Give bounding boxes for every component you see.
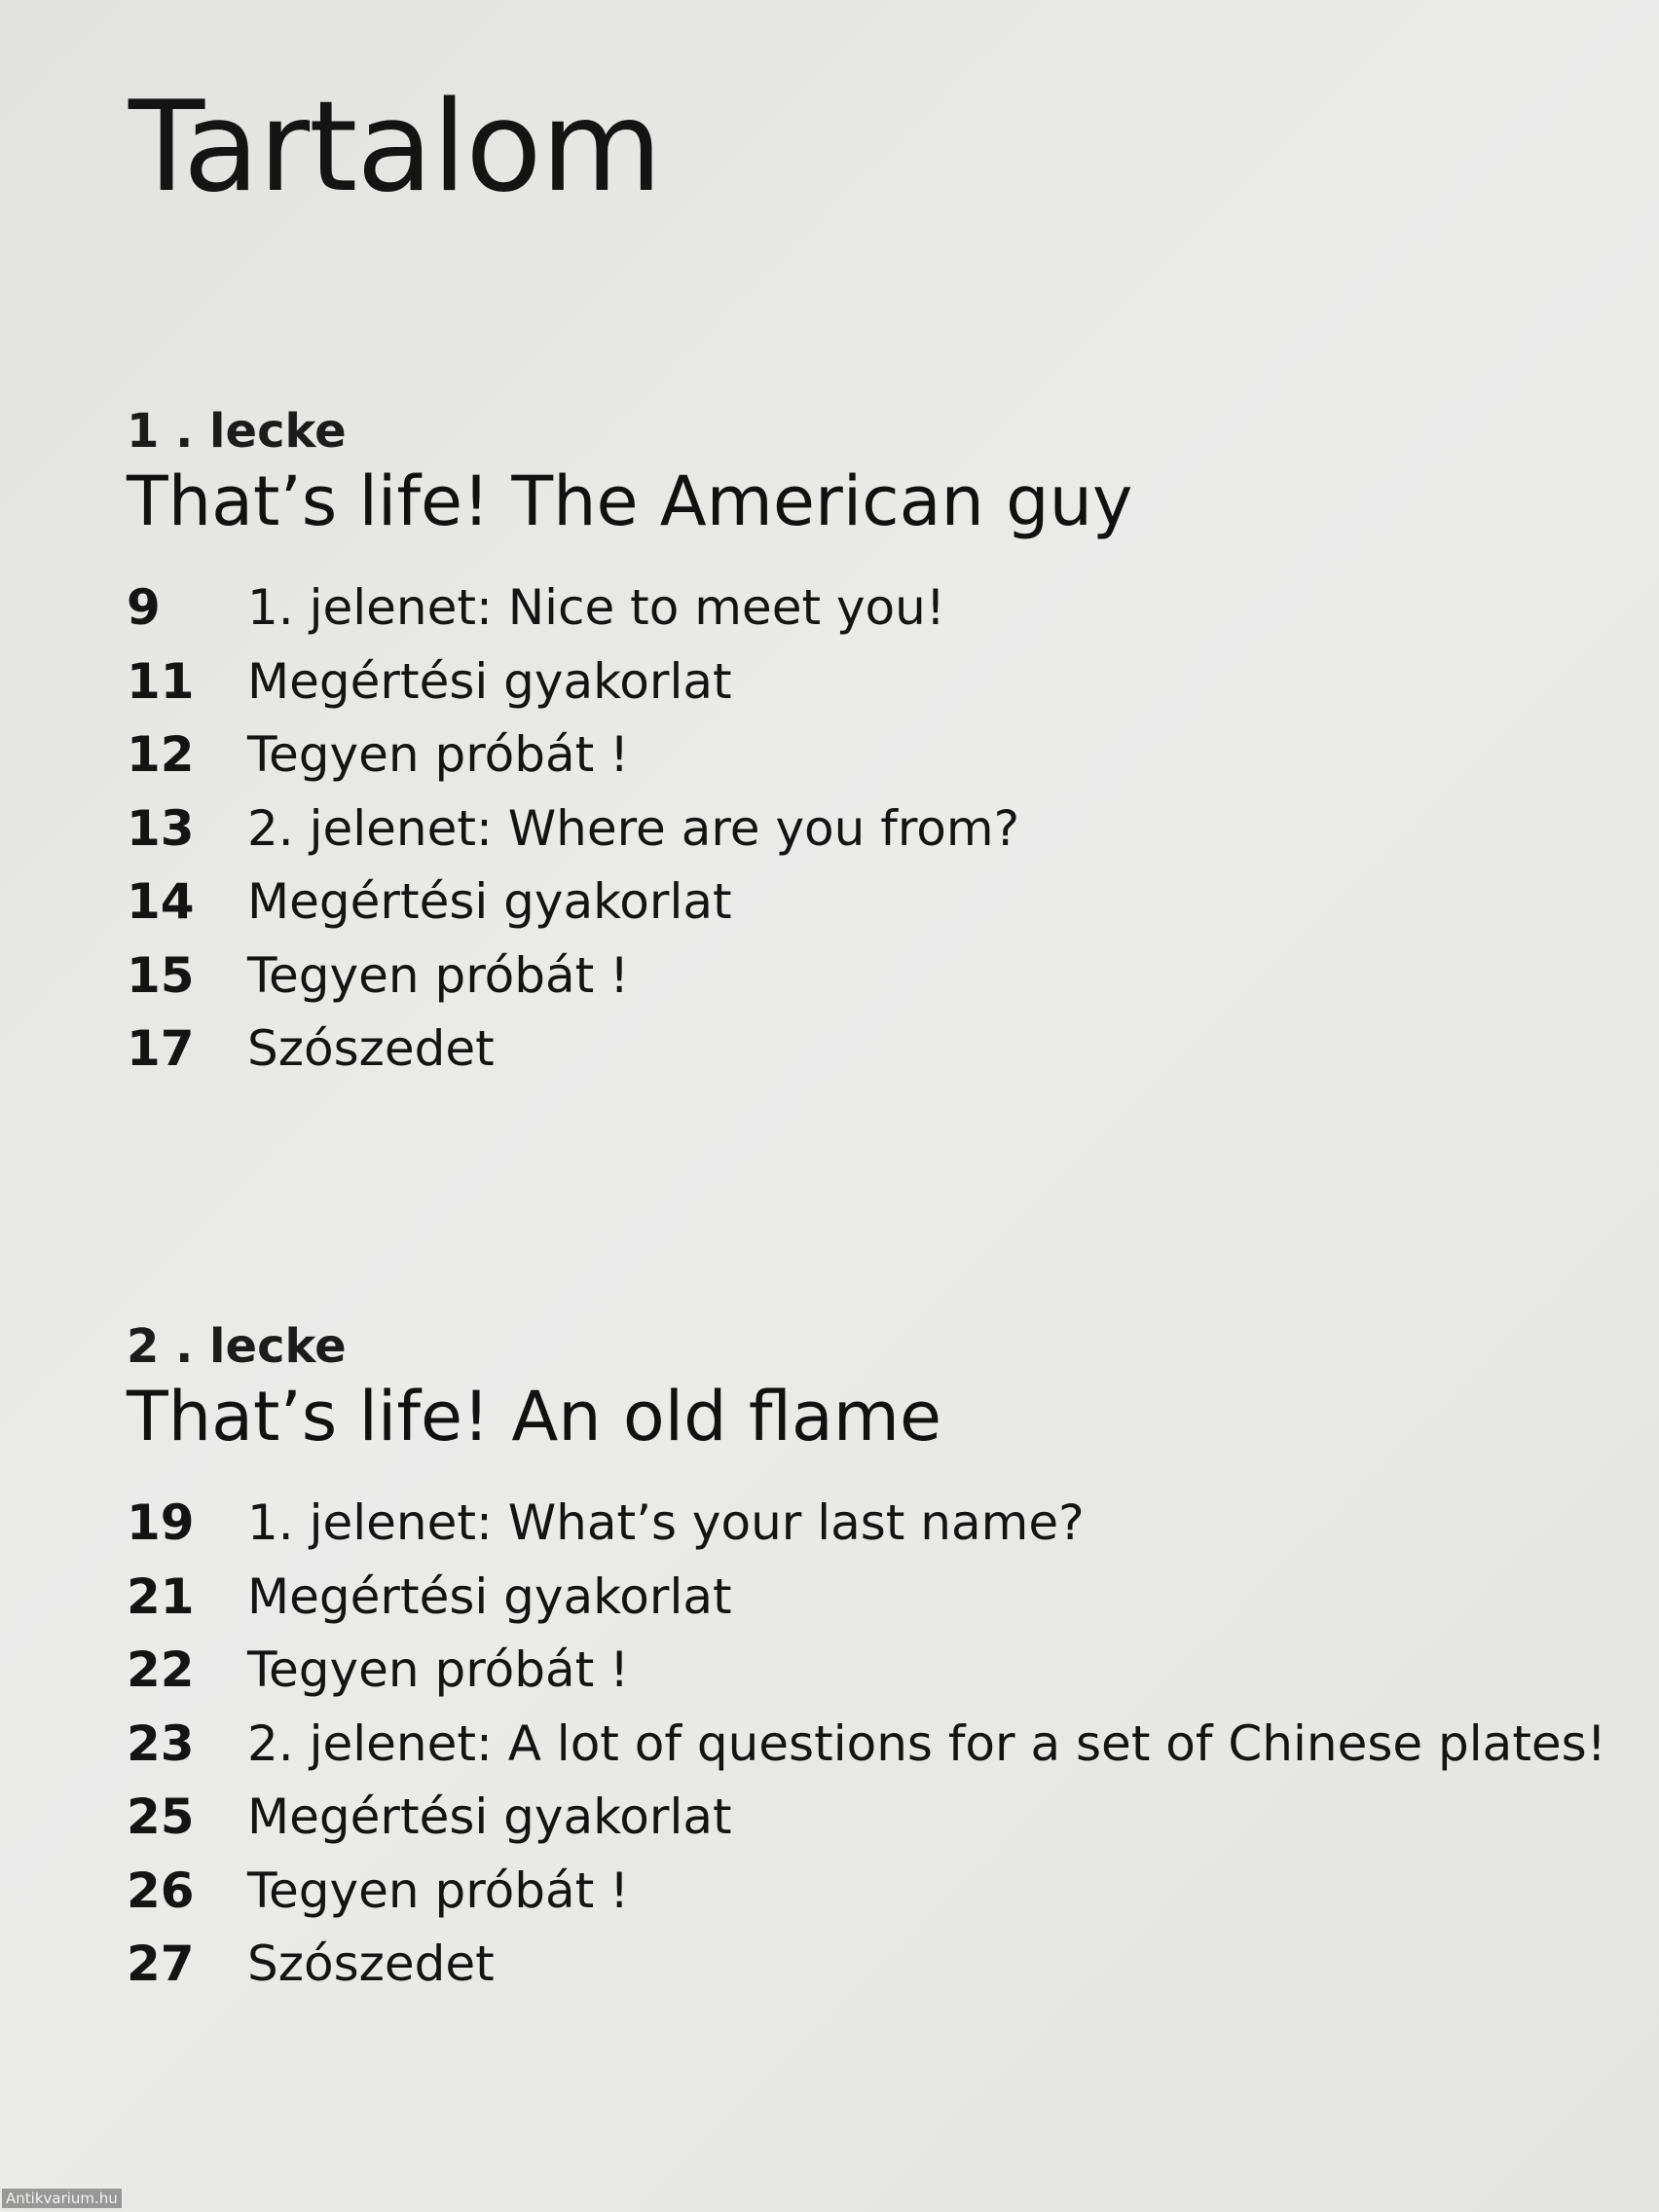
- toc-page-number: 26: [127, 1862, 195, 1919]
- toc-entry: [127, 1561, 1587, 1635]
- lesson-section-2: [127, 1319, 1606, 2002]
- toc-page-number: 19: [127, 1494, 195, 1551]
- toc-entry: [127, 571, 1587, 645]
- toc-page-number: 13: [127, 799, 195, 857]
- toc-entry: [127, 719, 1587, 793]
- toc-entry-title: Tegyen próbát !: [247, 726, 630, 783]
- toc-page-number: 12: [127, 726, 195, 783]
- toc-entry-title: Szószedet: [247, 1936, 495, 1992]
- toc-entry: [127, 1708, 1606, 1782]
- toc-page-number: 9: [127, 579, 161, 636]
- toc-entry-title: 2. jelenet: Where are you from?: [247, 799, 1020, 857]
- toc-page-number: 21: [127, 1567, 195, 1625]
- toc-page-number: 25: [127, 1788, 195, 1845]
- toc-page-number: 15: [127, 946, 195, 1004]
- toc-entry-title: Megértési gyakorlat: [247, 1788, 732, 1845]
- toc-entry-title: 1. jelenet: Nice to meet you!: [247, 579, 945, 636]
- toc-list: [127, 1487, 1606, 2002]
- toc-entry: [127, 1634, 1587, 1708]
- toc-page-number: 11: [127, 652, 195, 710]
- toc-page-number: 22: [127, 1641, 195, 1698]
- toc-page-number: 17: [127, 1020, 195, 1077]
- watermark: Antikvarium.hu: [2, 2189, 122, 2208]
- toc-entry-title: Szószedet: [247, 1020, 495, 1077]
- toc-entry-title: 2. jelenet: A lot of questions for a set of Chinese plates!: [247, 1714, 1606, 1772]
- lesson-title: That’s life! The American guy: [127, 461, 1133, 541]
- toc-entry-title: Tegyen próbát !: [247, 946, 630, 1004]
- toc-page-number: 14: [127, 873, 195, 930]
- toc-entry: [127, 1013, 1587, 1087]
- toc-entry-title: Tegyen próbát !: [247, 1641, 630, 1698]
- lesson-label: 1 . lecke: [127, 404, 347, 459]
- toc-page-number: 27: [127, 1936, 195, 1992]
- toc-entry: [127, 866, 1587, 940]
- lesson-title: That’s life! An old flame: [127, 1377, 942, 1456]
- toc-entry-title: Tegyen próbát !: [247, 1862, 630, 1919]
- toc-entry-title: Megértési gyakorlat: [247, 1567, 732, 1625]
- toc-entry: [127, 793, 1587, 866]
- toc-entry-title: Megértési gyakorlat: [247, 652, 732, 710]
- toc-entry: [127, 1781, 1587, 1855]
- toc-entry-title: Megértési gyakorlat: [247, 873, 732, 930]
- lesson-section-1: [127, 404, 1587, 1087]
- toc-entry: [127, 1928, 1587, 2002]
- toc-page-number: 23: [127, 1714, 195, 1772]
- toc-list: [127, 571, 1587, 1087]
- toc-entry: [127, 940, 1587, 1014]
- toc-entry-title: 1. jelenet: What’s your last name?: [247, 1494, 1085, 1551]
- toc-entry: [127, 1487, 1587, 1561]
- toc-entry: [127, 645, 1587, 719]
- lesson-label: 2 . lecke: [127, 1319, 347, 1374]
- toc-entry: [127, 1855, 1587, 1929]
- page-title: Tartalom: [129, 75, 662, 220]
